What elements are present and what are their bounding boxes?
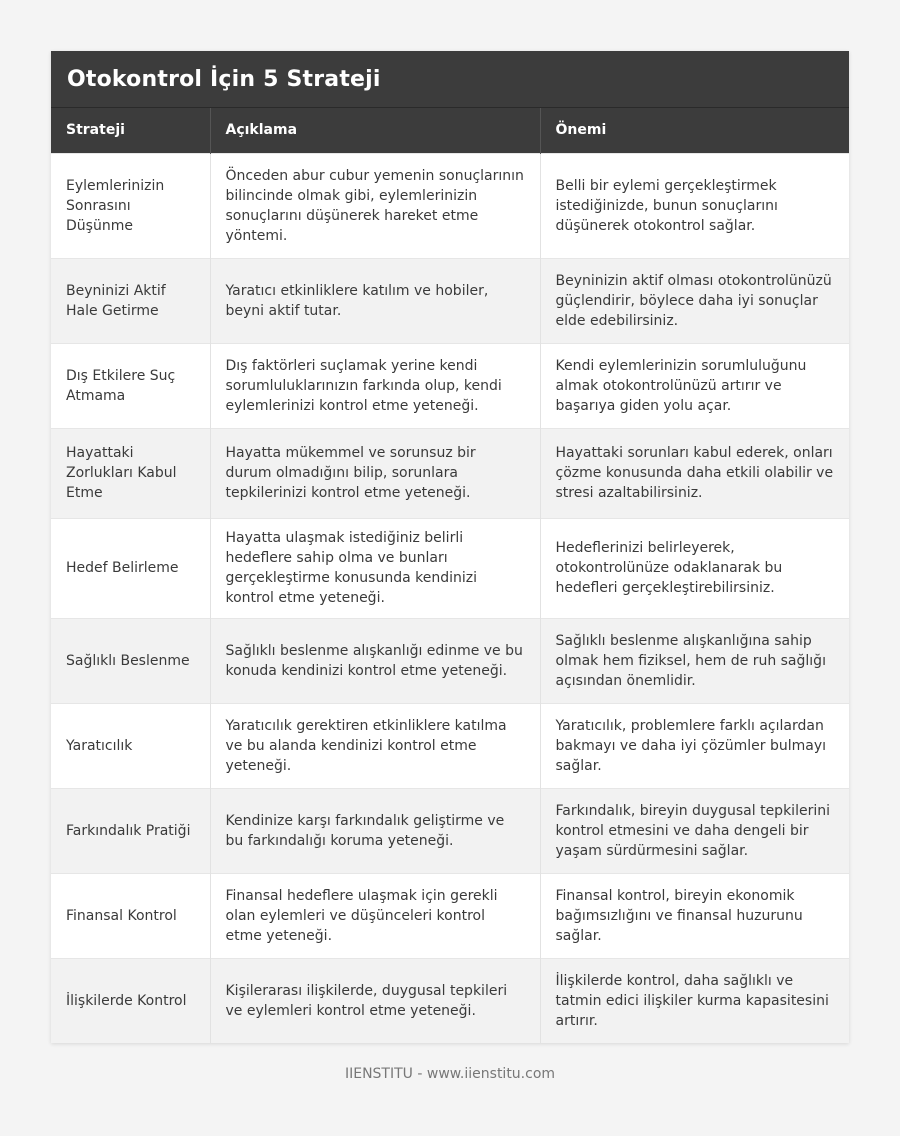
table-row — [51, 703, 849, 788]
strategy-table-card — [51, 51, 849, 1043]
cell-strategy: Hayattaki Zorlukları Kabul Etme — [51, 428, 210, 518]
table-row — [51, 618, 849, 703]
strategy-table — [51, 108, 849, 1043]
cell-description: Finansal hedeflere ulaşmak için gerekli olan eylemleri ve düşünceleri kontrol etme yeteneği. — [210, 873, 540, 958]
cell-description: Önceden abur cubur yemenin sonuçlarının bilincinde olmak gibi, eylemlerinizin sonuçlarını düşünerek hareket etme yöntemi. — [210, 153, 540, 258]
table-row — [51, 788, 849, 873]
table-row — [51, 258, 849, 343]
cell-importance: Kendi eylemlerinizin sorumluluğunu almak otokontrolünüzü artırır ve başarıya giden yolu açar. — [540, 343, 849, 428]
table-row — [51, 153, 849, 258]
table-row — [51, 518, 849, 618]
cell-importance: Yaratıcılık, problemlere farklı açılardan bakmayı ve daha iyi çözümler bulmayı sağlar. — [540, 703, 849, 788]
cell-strategy: Beyninizi Aktif Hale Getirme — [51, 258, 210, 343]
cell-strategy: İlişkilerde Kontrol — [51, 958, 210, 1043]
table-row — [51, 873, 849, 958]
cell-description: Hayatta mükemmel ve sorunsuz bir durum olmadığını bilip, sorunlara tepkilerinizi kontrol etme yeteneği. — [210, 428, 540, 518]
cell-importance: İlişkilerde kontrol, daha sağlıklı ve tatmin edici ilişkiler kurma kapasitesini artırır. — [540, 958, 849, 1043]
cell-importance: Belli bir eylemi gerçekleştirmek istediğinizde, bunun sonuçlarını düşünerek otokontrol sağlar. — [540, 153, 849, 258]
table-row — [51, 428, 849, 518]
cell-description: Dış faktörleri suçlamak yerine kendi sorumluluklarınızın farkında olup, kendi eylemlerinizi kontrol etme yeteneği. — [210, 343, 540, 428]
cell-strategy: Finansal Kontrol — [51, 873, 210, 958]
cell-description: Yaratıcı etkinliklere katılım ve hobiler, beyni aktif tutar. — [210, 258, 540, 343]
table-row — [51, 343, 849, 428]
cell-importance: Sağlıklı beslenme alışkanlığına sahip olmak hem fiziksel, hem de ruh sağlığı açısından önemlidir. — [540, 618, 849, 703]
table-row — [51, 958, 849, 1043]
cell-strategy: Eylemlerinizin Sonrasını Düşünme — [51, 153, 210, 258]
cell-importance: Hedeflerinizi belirleyerek, otokontrolünüze odaklanarak bu hedefleri gerçekleştirebilirsiniz. — [540, 518, 849, 618]
cell-strategy: Dış Etkilere Suç Atmama — [51, 343, 210, 428]
cell-description: Kendinize karşı farkındalık geliştirme ve bu farkındalığı koruma yeteneği. — [210, 788, 540, 873]
cell-description: Kişilerarası ilişkilerde, duygusal tepkileri ve eylemleri kontrol etme yeteneği. — [210, 958, 540, 1043]
column-header-description: Açıklama — [210, 108, 540, 153]
cell-description: Hayatta ulaşmak istediğiniz belirli hedeflere sahip olma ve bunları gerçekleştirme konusunda kendinizi kontrol etme yeteneği. — [210, 518, 540, 618]
table-header-row — [51, 108, 849, 153]
cell-importance: Finansal kontrol, bireyin ekonomik bağımsızlığını ve finansal huzurunu sağlar. — [540, 873, 849, 958]
footer-credit: IIENSTITU - www.iienstitu.com — [344, 1066, 556, 1082]
cell-strategy: Hedef Belirleme — [51, 518, 210, 618]
page-title: Otokontrol İçin 5 Strateji — [67, 66, 381, 92]
cell-importance: Hayattaki sorunları kabul ederek, onları çözme konusunda daha etkili olabilir ve stresi azaltabilirsiniz. — [540, 428, 849, 518]
cell-strategy: Yaratıcılık — [51, 703, 210, 788]
column-header-importance: Önemi — [540, 108, 849, 153]
cell-importance: Beyninizin aktif olması otokontrolünüzü güçlendirir, böylece daha iyi sonuçlar elde edebilirsiniz. — [540, 258, 849, 343]
cell-strategy: Sağlıklı Beslenme — [51, 618, 210, 703]
column-header-strategy: Strateji — [51, 108, 210, 153]
cell-description: Yaratıcılık gerektiren etkinliklere katılma ve bu alanda kendinizi kontrol etme yeteneği. — [210, 703, 540, 788]
cell-importance: Farkındalık, bireyin duygusal tepkilerini kontrol etmesini ve daha dengeli bir yaşam sürdürmesini sağlar. — [540, 788, 849, 873]
cell-description: Sağlıklı beslenme alışkanlığı edinme ve bu konuda kendinizi kontrol etme yeteneği. — [210, 618, 540, 703]
title-bar — [51, 51, 849, 108]
cell-strategy: Farkındalık Pratiği — [51, 788, 210, 873]
